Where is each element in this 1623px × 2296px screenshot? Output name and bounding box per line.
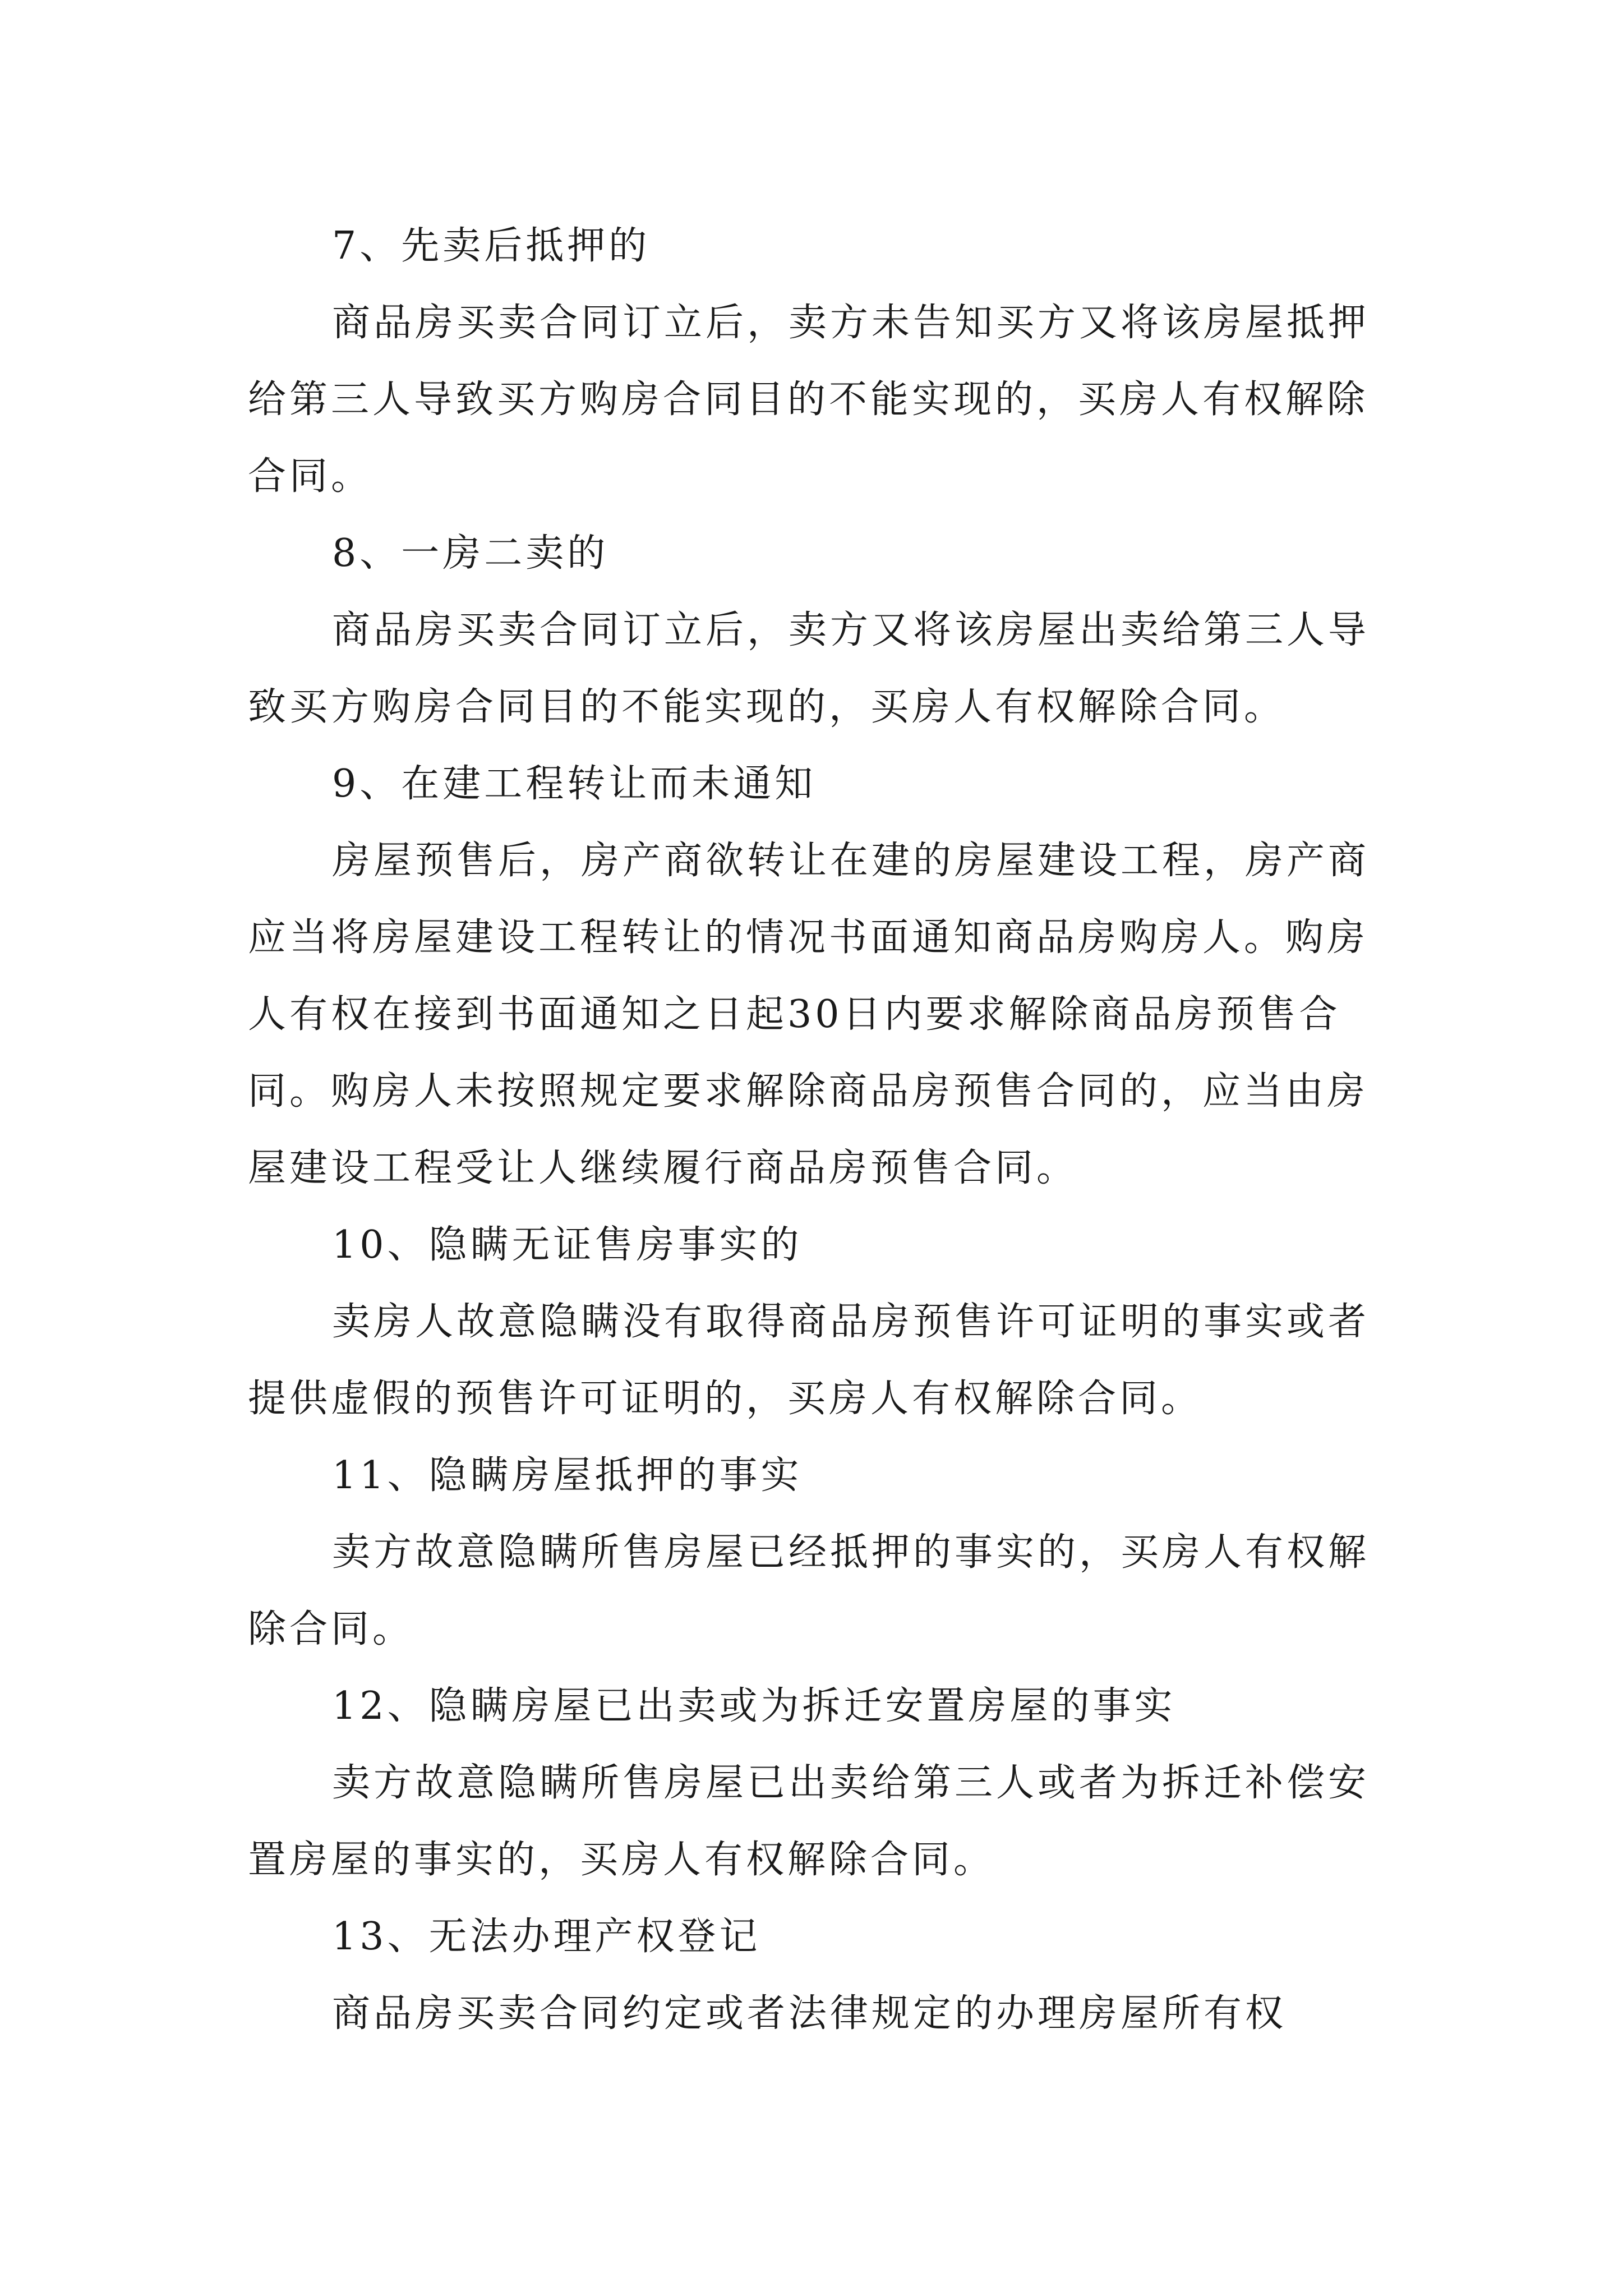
paragraph-8: 商品房买卖合同订立后，卖方又将该房屋出卖给第三人导致买方购房合同目的不能实现的，买房人有权解除合同。 — [248, 608, 1370, 729]
paragraph-13: 商品房买卖合同约定或者法律规定的办理房屋所有权 — [332, 1991, 1287, 2036]
paragraph-9: 房屋预售后，房产商欲转让在建的房屋建设工程，房产商应当将房屋建设工程转让的情况书面通知商品房购房人。购房人有权在接到书面通知之日起30日内要求解除商品房预售合同。购房人未按照规定要求解除商品房预售合同的，应当由房屋建设工程受让人继续履行商品房预售合同。 — [248, 839, 1370, 1190]
paragraph-11: 卖方故意隐瞒所售房屋已经抵押的事实的，买房人有权解除合同。 — [248, 1530, 1370, 1651]
section-heading-12: 12、隐瞒房屋已出卖或为拆迁安置房屋的事实 — [332, 1684, 1176, 1728]
section-heading-9: 9、在建工程转让而未通知 — [332, 762, 817, 806]
paragraph-10: 卖房人故意隐瞒没有取得商品房预售许可证明的事实或者提供虚假的预售许可证明的，买房人有权解除合同。 — [248, 1300, 1370, 1421]
document-body — [248, 208, 1375, 2052]
section-heading-11: 11、隐瞒房屋抵押的事实 — [332, 1453, 803, 1498]
paragraph-12: 卖方故意隐瞒所售房屋已出卖给第三人或者为拆迁补偿安置房屋的事实的，买房人有权解除合同。 — [248, 1761, 1370, 1882]
section-heading-13: 13、无法办理产权登记 — [332, 1915, 761, 1959]
section-heading-7: 7、先卖后抵押的 — [332, 224, 651, 268]
paragraph-7: 商品房买卖合同订立后，卖方未告知买方又将该房屋抵押给第三人导致买方购房合同目的不能实现的，买房人有权解除合同。 — [248, 301, 1370, 499]
section-heading-8: 8、一房二卖的 — [332, 531, 609, 576]
section-heading-10: 10、隐瞒无证售房事实的 — [332, 1223, 803, 1267]
